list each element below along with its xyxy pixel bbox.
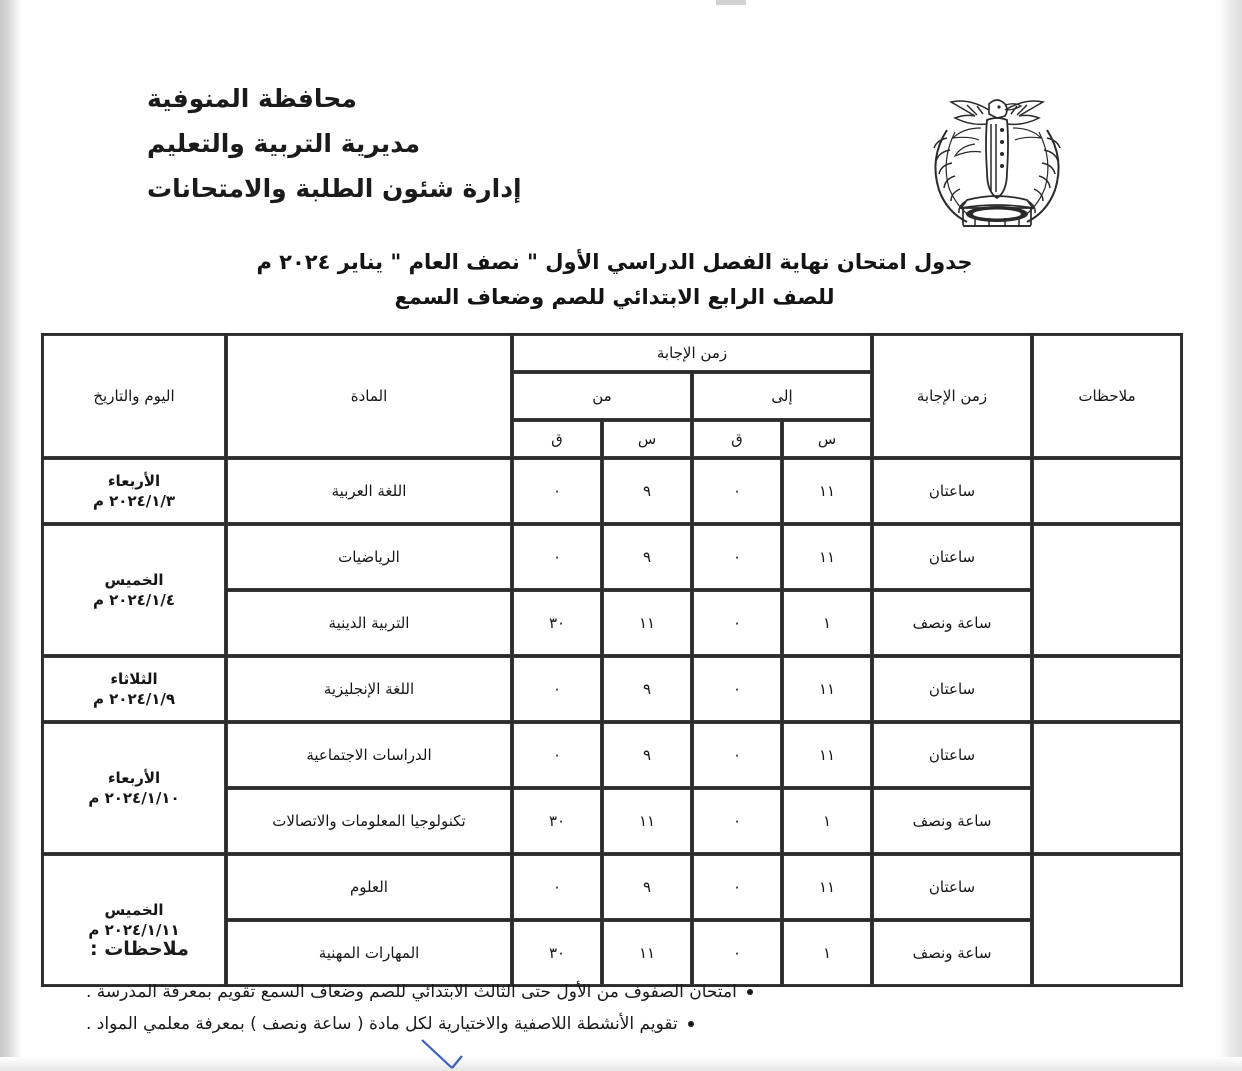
cell-subject: الدراسات الاجتماعية [227,723,511,787]
note-text: امتحان الصفوف من الأول حتى الثالث الابتدائي للصم وضعاف السمع تقويم بمعرفة المدرسة . [86,982,737,1002]
cell-to-minute: ٠ [693,525,781,589]
cell-duration: ساعتان [873,525,1031,589]
day-date: ٢٠٢٤/١/٩ م [92,690,176,708]
cell-subject: تكنولوجيا المعلومات والاتصالات [227,789,511,853]
cell-to-hour: ١١ [783,657,871,721]
cell-from-hour: ١١ [603,591,691,655]
note-item [82,1008,1147,1040]
cell-notes [1033,525,1181,655]
cell-from-hour: ١١ [603,789,691,853]
table-row [43,657,1181,721]
cell-from-minute: ٣٠ [513,789,601,853]
exam-schedule-table [41,333,1183,987]
cell-from-hour: ٩ [603,525,691,589]
cell-duration: ساعتان [873,855,1031,919]
notes-list [82,976,1147,1040]
day-name: الخميس [104,900,164,919]
cell-to-hour: ١١ [783,459,871,523]
cell-to-minute: ٠ [693,591,781,655]
cell-from-minute: ٣٠ [513,591,601,655]
cell-to-minute: ٠ [693,855,781,919]
cell-to-minute: ٠ [693,789,781,853]
pen-mark-artifact [418,1038,478,1071]
cell-to-hour: ١ [783,921,871,985]
page-title [82,246,1147,315]
cell-from-hour: ٩ [603,723,691,787]
cell-from-hour: ٩ [603,855,691,919]
title-secondary: للصف الرابع الابتدائي للصم وضعاف السمع [394,285,835,309]
cell-from-minute: ٣٠ [513,921,601,985]
cell-subject: التربية الدينية [227,591,511,655]
page-edge-shadow-right [1216,0,1242,1071]
day-date: ٢٠٢٤/١/١١ م [88,921,180,939]
cell-duration: ساعتان [873,657,1031,721]
cell-subject: اللغة العربية [227,459,511,523]
cell-duration: ساعة ونصف [873,591,1031,655]
cell-to-hour: ١١ [783,525,871,589]
org-line-governorate: محافظة المنوفية [147,84,357,113]
table-row [43,459,1181,523]
notes-heading: ملاحظات : [90,938,189,960]
table-body [43,459,1181,985]
note-text: تقويم الأنشطة اللاصفية والاختيارية لكل مادة ( ساعة ونصف ) بمعرفة معلمي المواد . [86,1014,678,1034]
day-date: ٢٠٢٤/١/٣ م [92,492,176,510]
cell-from-hour: ٩ [603,459,691,523]
cell-from-hour: ١١ [603,921,691,985]
cell-from-hour: ٩ [603,657,691,721]
cell-day-date [43,723,225,853]
day-date: ٢٠٢٤/١/١٠ م [88,789,180,807]
cell-from-minute: ٠ [513,855,601,919]
cell-from-minute: ٠ [513,459,601,523]
col-header-subject: المادة [227,335,511,457]
cell-to-minute: ٠ [693,921,781,985]
col-header-answer-time: زمن الإجابة [513,335,871,371]
col-header-duration: زمن الإجابة [873,335,1031,457]
cell-notes [1033,459,1181,523]
cell-subject: الرياضيات [227,525,511,589]
cell-to-hour: ١١ [783,723,871,787]
cell-to-hour: ١١ [783,855,871,919]
org-line-department: إدارة شئون الطلبة والامتحانات [147,174,522,203]
day-name: الخميس [104,570,164,589]
cell-subject: العلوم [227,855,511,919]
cell-from-minute: ٠ [513,723,601,787]
col-header-to-hour: س [783,421,871,457]
cell-notes [1033,657,1181,721]
cell-duration: ساعة ونصف [873,921,1031,985]
bullet-icon [688,1021,694,1027]
cell-notes [1033,723,1181,853]
col-header-from: من [513,373,691,419]
title-primary: جدول امتحان نهاية الفصل الدراسي الأول " نصف العام " يناير ٢٠٢٤ م [256,250,973,274]
table-row [43,855,1181,919]
notes-section [82,936,1147,1040]
cell-to-minute: ٠ [693,723,781,787]
col-header-day-date: اليوم والتاريخ [43,335,225,457]
cell-to-minute: ٠ [693,657,781,721]
organization-lines [82,72,917,211]
table-row [43,723,1181,787]
day-name: الأربعاء [107,471,161,490]
exam-schedule-table-wrapper [59,333,1183,987]
cell-day-date [43,525,225,655]
cell-from-minute: ٠ [513,525,601,589]
cell-duration: ساعة ونصف [873,789,1031,853]
cell-day-date [43,459,225,523]
day-date: ٢٠٢٤/١/٤ م [92,591,176,609]
table-header [43,335,1181,457]
cell-duration: ساعتان [873,459,1031,523]
page-edge-shadow-left [0,0,22,1071]
cell-subject: اللغة الإنجليزية [227,657,511,721]
note-item [82,976,1147,1008]
col-header-from-hour: س [603,421,691,457]
cell-from-minute: ٠ [513,657,601,721]
cell-day-date [43,657,225,721]
page-edge-shadow-bottom [0,1057,1242,1071]
day-name: الثلاثاء [110,669,158,688]
day-name: الأربعاء [107,768,161,787]
cell-to-hour: ١ [783,789,871,853]
col-header-from-minute: ق [513,421,601,457]
org-line-directorate: مديرية التربية والتعليم [147,129,421,158]
col-header-to: إلى [693,373,871,419]
cell-subject: المهارات المهنية [227,921,511,985]
col-header-to-minute: ق [693,421,781,457]
cell-to-hour: ١ [783,591,871,655]
cell-to-minute: ٠ [693,459,781,523]
col-header-notes: ملاحظات [1033,335,1181,457]
page-top-artifact [716,0,746,5]
cell-duration: ساعتان [873,723,1031,787]
bullet-icon [747,989,753,995]
table-row [43,525,1181,589]
letterhead [82,72,1147,237]
eagle-of-saladin-emblem [917,72,1077,237]
header-row-1 [43,335,1181,371]
